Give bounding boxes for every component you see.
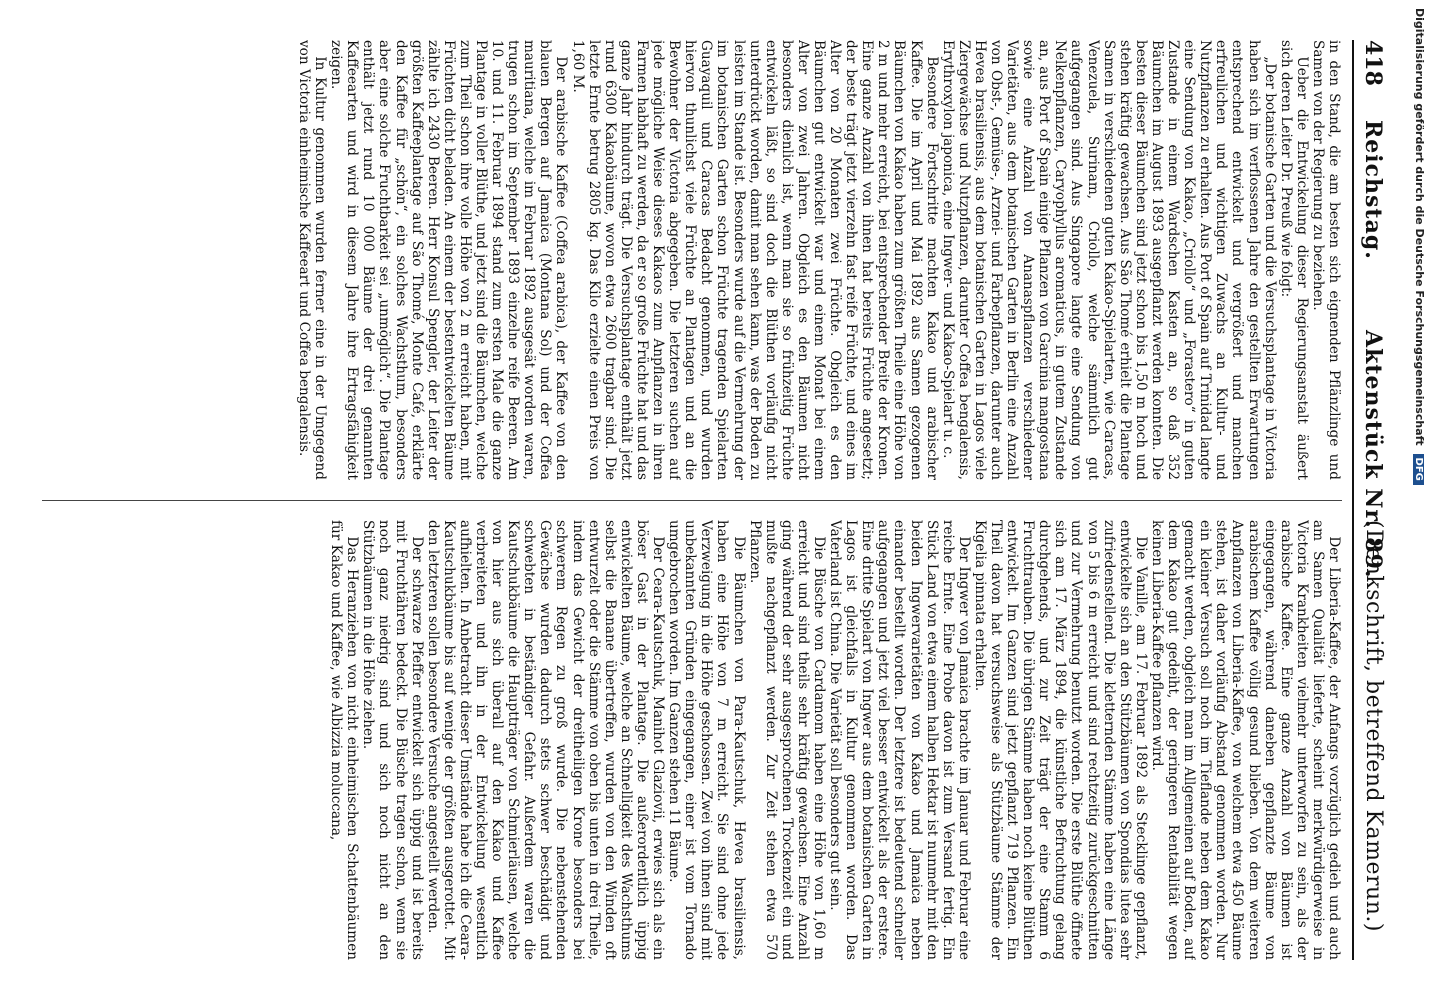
paragraph: in den Stand, die am besten sich eignenden Pflänzlinge und Samen von der Regierung zu beziehen. (1309, 40, 1342, 480)
paragraph: Besondere Fortschritte machten Kakao und arabischer Kaffee. Die im April und Mai 1892 aus Samen gezogenen Bäumchen von Kakao haben zum größten Theile eine Höhe von 2 m und mehr erreicht, bei entsprechender Breite der Kronen. Eine ganze Anzahl von ihnen hat bereits Früchte angesetzt; der beste trägt jetzt vierzehn fast reife Früchte, und eines im Alter von 20 Monaten zwei Früchte. Obgleich es den Bäumchen gut entwickelt war und einem Monat bei einem Alter von zwei Jahren. Obgleich es den Bäumen nicht besonders dienlich ist, wenn man sie so frühzeitig Früchte entwickeln läßt, so sind doch die Blüthen vorläufig nicht unterdrückt worden, damit man sehen kann, was der Boden zu leisten im Stande ist. Besonders wurde auf die Vermehrung der im botanischen Garten schon Früchte tragenden Spielarten Guayaquil und Caracas Bedacht genommen, und wurden hiervon thunlichst viele Früchte an Plantagen und an die Bewohner der Victoria abgegeben. Die letzteren suchen auf jede mögliche Weise dieses Kakaos zum Anpflanzen in ihren Farmen habhaft zu werden, da er so große Früchte hat und das ganze Jahr hindurch trägt. Die Versuchsplantage enthält jetzt rund 6300 Kakaobäume, wovon etwa 2600 tragbar sind. Die letzte Ernte betrug 2805 kg. Das Kilo erzielte einen Preis von 1,60 M. (569, 40, 940, 480)
funding-note: Digitalisierung gefördert durch die Deutsche Forschungsgemeinschaft (1413, 8, 1426, 446)
page-header (1352, 40, 1388, 960)
header-reichstag: Reichstag. (1360, 120, 1386, 260)
paragraph: Das Heranziehen von nicht einheimischen Schattenbäumen für Kakao und Kaffee, wie Albizzia moluccana, (328, 520, 361, 960)
paragraph: Ueber die Entwickelung dieser Regierungsanstalt äußert sich deren Leiter Dr. Preuß wie folgt: (1277, 40, 1310, 480)
paragraph: Der schwarze Pfeffer entwickelt sich üppig und ist bereits mit Fruchtähren bedeckt. Die Büsche tragen schon, wenn sie noch ganz niedrig sind und sich noch nicht an den Stützbäumen in die Höhe ziehen. (360, 520, 425, 960)
paragraph: „Der botanische Garten und die Versuchsplantage in Victoria haben sich im verflossenen Jahre den gestellten Erwartungen entsprechend entwickelt und vergrößert und manchen erfreulichen und wichtigen Zuwachs an Kultur- und Nutzpflanzen zu erhalten. Aus Port of Spain auf Trinidad langte eine Sendung von Kakao, „Criollo“ und „Forastero“ in guten Zustande in einem Wardschen Kasten an, so daß 352 Bäumchen im August 1893 ausgepflanzt werden konnten. Die besten dieser Bäumchen sind jetzt schon bis 1,50 m hoch und stehen kräftig gewachsen. Aus São Thomé erhielt die Plantage Samen in verschiedenen guten Kakao-Spielarten, wie Caracas, Venezuela, Surinam, Criollo, welche sämmtlich gut aufgegangen sind. Aus Singapore langte eine Sendung von Nelkenpflanzen, Caryophyllus aromaticus, in gutem Zustande an, aus Port of Spain einige Pflanzen von Garcinia mangostana sowie eine Anzahl von Ananaspflanzen verschiedener Varietäten, aus dem botanischen Garten in Berlin eine Anzahl von Obst-, Gemüse-, Arznei- und Farbepflanzen, darunter auch Hevea brasiliensis, aus dem botanischen Garten in Lagos viele Ziergewächse und Nutzpflanzen, darunter Coffea bengalensis, Erythroxylon japonica, eine Ingwer- und Kakao-Spielart u. c. (939, 40, 1278, 480)
text-column-left (22, 40, 1342, 480)
dfg-margin-note (1404, 0, 1428, 1000)
text-column-right (22, 520, 1342, 960)
paragraph: Der Ceara-Kautschuk, Manihot Glaziovii, erwies sich als ein böser Gast in der Plantage. Die außerordentlich üppig entwickelten Bäume, welche an Schnelligkeit des Wachsthums selbst die Banane übertreffen, wurden von den Winden oft entwurzelt oder die Stämme von oben bis unten in drei Theile, indem das Gewicht der dreitheiligen Krone besonders bei schwerem Regen zu groß wurde. Die nebenstehenden Gewächse wurden dadurch stets schwer beschädigt und schwebten in beständiger Gefahr. Außerdem waren die Kautschukbäume die Hauptträger von Schmierläusen, welche von hier aus sich überall auf den Kakao und Kaffee verbreiteten und ihn in der Entwickelung wesentlich aufhielten. In Anbetracht dieser Umstände habe ich die Ceara-Kautschukbäume bis auf wenige der größten ausgerottet. Mit den letzteren sollen besondere Versuche angestellt werden. (424, 520, 667, 960)
page-number: 418 (1360, 40, 1386, 86)
paragraph: Die Büsche von Cardamom haben eine Höhe von 1,60 m erreicht und sind theils sehr kräftig gewachsen. Eine Anzahl ging während der sehr ausgesprochenen Trockenzeit ein und mußte nachgepflanzt werden. Zur Zeit stehen etwa 570 Pflanzen. (746, 520, 827, 960)
dfg-logo: DFG (1413, 454, 1424, 485)
header-document-number: Aktenstück Nr. 89. (1360, 330, 1386, 579)
paragraph: Der Liberia-Kaffee, der Anfangs vorzüglich gedieh und auch am Samen Qualität lieferte, scheint merkwürdigerweise in Victoria Krankheiten vielmehr unterworfen zu sein, als der arabische Kaffee. Eine ganze Anzahl von Bäumen ist eingegangen, während daneben gepflanzte Bäume von arabischem Kaffee völlig gesund blieben. Von dem weiteren Anpflanzen von Liberia-Kaffee, von welchem etwa 450 Bäume stehen, ist daher vorläufig Abstand genommen worden. Nur ein kleiner Versuch soll noch im Tieflande neben dem Kakao gemacht werden, obgleich man im Allgemeinen auf Boden, auf dem Kakao gut gedeiht, der geringeren Rentabilität wegen keinen Liberia-Kaffee pflanzen wird. (1148, 520, 1342, 960)
paragraph: Die Bäumchen von Para-Kautschuk, Hevea brasiliensis, haben eine Höhe von 7 m erreicht. Sie sind ohne jede Verzweigung in die Höhe geschossen. Zwei von ihnen sind mit unbekannten Gründen eingegangen, einer ist vom Tornado umgebrochen worden. Im Ganzen stehen 11 Bäume. (666, 520, 747, 960)
paragraph: Die Vanille, am 17. Februar 1892 als Stecklinge gepflanzt, entwickelte sich an den Stützbäumen von Spondias lutea sehr zufriedenstellend. Die kletternden Stämme haben eine Länge von 5 bis 6 m erreicht und sind rechtzeitig zurückgeschnitten und zur Vermehrung benutzt worden. Die erste Blüthe öffnete sich am 17. März 1894, die künstliche Befruchtung gelang durchgehends, und zur Zeit trägt der eine Stamm 6 Fruchttrauben. Die übrigen Stämme haben noch keine Blüthen entwickelt. Im Ganzen sind jetzt gepflanzt 719 Pflanzen. Ein Theil davon hat versuchsweise als Stützbäume Stämme der Kigelia pinnata erhalten. (971, 520, 1149, 960)
header-subject: (Denkschrift, betreffend Kamerun.) (1361, 520, 1386, 932)
dfg-note-text (1406, 8, 1426, 908)
paragraph: Der Ingwer von Jamaica brachte im Januar und Februar eine reiche Ernte. Eine Probe davon ist zum Versand fertig. Ein Stück Land von etwa einem halben Hektar ist nunmehr mit den beiden Ingwervarietäten von Kakao und Jamaica neben einander bestellt worden. Der letztere ist bedeutend schneller aufgegangen und jetzt viel besser entwickelt als der erstere. Eine dritte Spielart von Ingwer aus dem botanischen Garten in Lagos ist gleichfalls in Kultur genommen worden. Das Vaterland ist China. Die Varietät soll besonders gut sein. (827, 520, 972, 960)
paragraph: In Kultur genommen wurden ferner eine in der Umgegend von Victoria einheimische Kaffeeart und Coffea bengalensis. (296, 40, 329, 480)
column-divider (42, 500, 1342, 501)
paragraph: Der arabische Kaffee (Coffea arabica), der Kaffee von den blauen Bergen auf Jamaica (Montana Sol) und der Coffea mauritiana, welche im Februar 1892 ausgesät worden waren, trugen schon im September 1893 einzelne reife Beeren. Am 10. und 11. Februar 1894 stand zum ersten Male die ganze Plantage in voller Blüthe, und jetzt sind die Bäumchen, welche zum Theil schon ihre volle Höhe von 2 m erreicht haben, mit Früchten dicht beladen. An einem der bestentwickelten Bäume zählte ich 2430 Beeren. Herr Konsul Spengler, der Leiter der größten Kaffeeplantage auf São Thomé, Monte Café, erklärte den Kaffee für „schön“, ein solches Wachsthum, besonders aber eine solche Fruchtbarkeit sei „unmöglich“. Die Plantage enthält jetzt rund 10 000 Bäume der drei genannten Kaffeearten und wird in diesem Jahre ihre Ertragsfähigkeit zeigen. (328, 40, 570, 480)
